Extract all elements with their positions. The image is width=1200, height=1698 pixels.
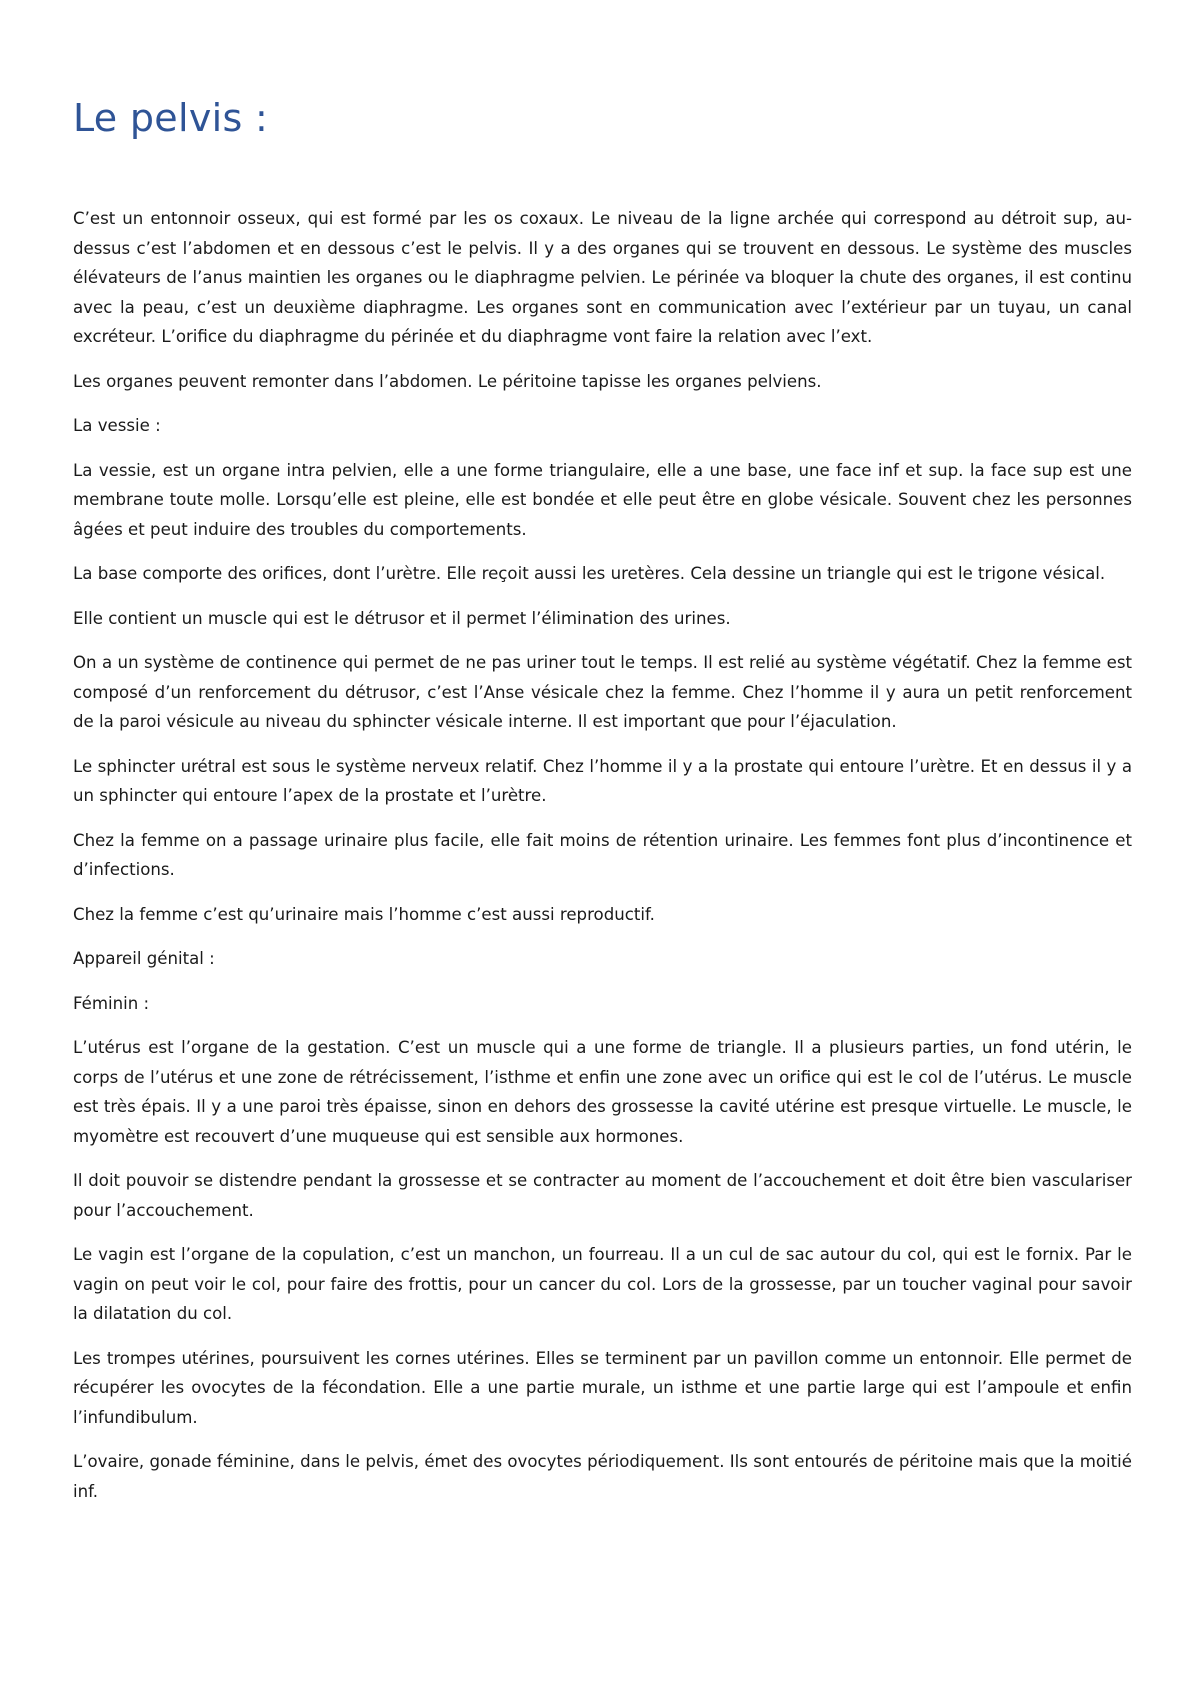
paragraph-base: La base comporte des orifices, dont l’urètre. Elle reçoit aussi les uretères. Cela dessine un triangle qui est le trigone vésical. [73,564,1106,583]
paragraph-femme-urinaire: Chez la femme on a passage urinaire plus facile, elle fait moins de rétention urinaire. Les femmes font plus d’incontinence et d’infections. [73,830,1132,879]
paragraph-intro: C’est un entonnoir osseux, qui est formé par les os coxaux. Le niveau de la ligne archée qui correspond au détroit sup, au-dessus c’est l’abdomen et en dessous c’est le pelvis. Il y a des organes qui se trouvent en dessous. Le système des muscles élévateurs de l’anus maintien les organes ou le diaphragme pelvien. Le périnée va bloquer la chute des organes, il est continu avec la peau, c’est un deuxième diaphragme. Les organes sont en communication avec l’extérieur par un tuyau, un canal excréteur. L’orifice du diaphragme du périnée et du diaphragme vont faire la relation avec l’ext. [73,209,1132,346]
section-heading-appareil-genital: Appareil génital : [73,949,215,968]
paragraph-detrusor: Elle contient un muscle qui est le détrusor et il permet l’élimination des urines. [73,608,731,628]
paragraph-peritoine: Les organes peuvent remonter dans l’abdomen. Le péritoine tapisse les organes pelviens. [73,371,822,391]
paragraph-ovaire: L’ovaire, gonade féminine, dans le pelvis, émet des ovocytes périodiquement. Ils sont entourés de péritoine mais que la moitié inf. [73,1452,1132,1501]
paragraph-reproductif: Chez la femme c’est qu’urinaire mais l’homme c’est aussi reproductif. [73,904,655,924]
section-heading-feminin: Féminin : [73,993,150,1013]
paragraph-vagin: Le vagin est l’organe de la copulation, c’est un manchon, un fourreau. Il a un cul de sac autour du col, qui est le fornix. Par le vagin on peut voir le col, pour faire des frottis, pour un cancer du col. Lors de la grossesse, par un toucher vaginal pour savoir la dilatation du col. [73,1245,1132,1323]
paragraph-grossesse: Il doit pouvoir se distendre pendant la grossesse et se contracter au moment de l’accouchement et doit être bien vasculariser pour l’accouchement. [73,1171,1132,1220]
paragraph-uterus: L’utérus est l’organe de la gestation. C’est un muscle qui a une forme de triangle. Il a plusieurs parties, un fond utérin, le corps de l’utérus et une zone de rétrécissement, l’isthme et enfin une zone avec un orifice qui est le col de l’utérus. Le muscle est très épais. Il y a une paroi très épaisse, sinon en dehors des grossesse la cavité utérine est presque virtuelle. Le muscle, le myomètre est recouvert d’une muqueuse qui est sensible aux hormones. [73,1038,1132,1146]
section-heading-vessie: La vessie : [73,416,161,435]
paragraph-vessie: La vessie, est un organe intra pelvien, elle a une forme triangulaire, elle a une base, une face inf et sup. la face sup est une membrane toute molle. Lorsqu’elle est pleine, elle est bondée et elle peut être en globe vésicale. Souvent chez les personnes âgées et peut induire des troubles du comportements. [73,460,1132,539]
paragraph-trompes: Les trompes utérines, poursuivent les cornes utérines. Elles se terminent par un pavillon comme un entonnoir. Elle permet de récupérer les ovocytes de la fécondation. Elle a une partie murale, un isthme et une partie large qui est l’ampoule et enfin l’infundibulum. [73,1348,1132,1427]
page-title: Le pelvis : [73,96,269,140]
paragraph-continence: On a un système de continence qui permet de ne pas uriner tout le temps. Il est relié au système végétatif. Chez la femme est composé d’un renforcement du détrusor, c’est l’Anse vésicale chez la femme. Chez l’homme il y aura un petit renforcement de la paroi vésicule au niveau du sphincter vésicale interne. Il est important que pour l’éjaculation. [73,653,1132,731]
paragraph-sphincter: Le sphincter urétral est sous le système nerveux relatif. Chez l’homme il y a la prostate qui entoure l’urètre. Et en dessus il y a un sphincter qui entoure l’apex de la prostate et l’urètre. [73,756,1132,805]
